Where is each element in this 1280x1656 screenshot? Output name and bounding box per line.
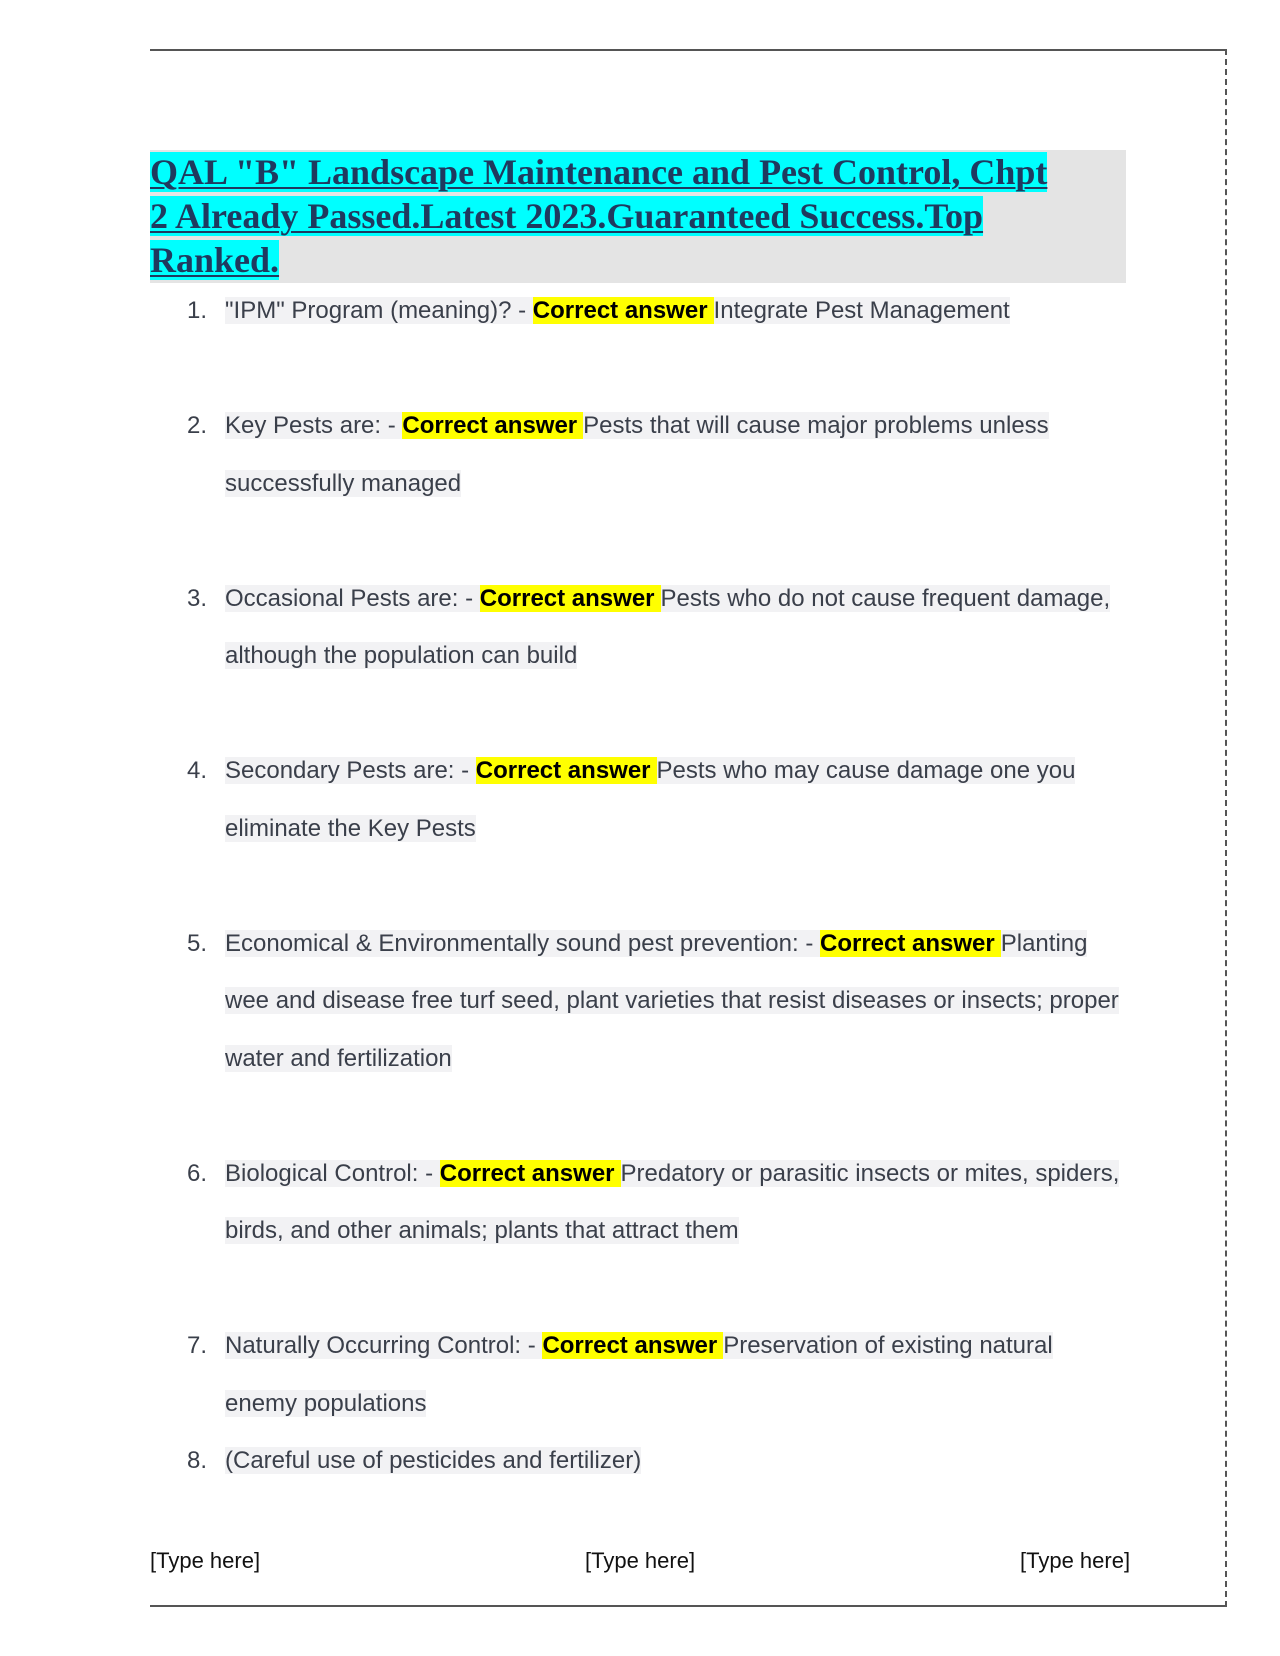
- page-top-rule: [150, 49, 1226, 51]
- item-question: Biological Control: -: [225, 1159, 440, 1187]
- qa-list: [150, 282, 1130, 1490]
- qa-item-6: [150, 1145, 1130, 1260]
- correct-answer-label: Correct answer: [476, 757, 657, 784]
- item-number: 8.: [187, 1447, 208, 1474]
- correct-answer-label: Correct answer: [820, 930, 1001, 957]
- item-number: 3.: [187, 584, 208, 612]
- footer-center-placeholder: [Type here]: [585, 1548, 696, 1573]
- item-number: 6.: [187, 1159, 208, 1187]
- item-number: 7.: [187, 1332, 208, 1359]
- item-number: 1.: [187, 297, 208, 324]
- item-answer: Pests who do not cause frequent damage, although the population can build: [225, 584, 1111, 669]
- qa-item-2: [150, 397, 1130, 512]
- qa-item-5: [150, 915, 1130, 1088]
- footer-right-placeholder: [Type here]: [1020, 1548, 1131, 1573]
- item-number: 5.: [187, 929, 208, 957]
- qa-item-1: [150, 282, 1130, 340]
- correct-answer-label: Correct answer: [542, 1332, 723, 1359]
- item-number: 4.: [187, 757, 208, 784]
- correct-answer-label: Correct answer: [480, 585, 661, 612]
- footer-left-placeholder: [Type here]: [150, 1548, 261, 1573]
- item-answer: Pests that will cause major problems unless successfully managed: [225, 412, 1049, 497]
- qa-item-4: [150, 742, 1130, 857]
- item-text: (Careful use of pesticides and fertilizer): [225, 1447, 642, 1474]
- item-answer: Predatory or parasitic insects or mites, spiders, birds, and other animals; plants that attract them: [225, 1159, 1120, 1244]
- item-question: Occasional Pests are: -: [225, 584, 480, 612]
- correct-answer-label: Correct answer: [402, 412, 583, 439]
- page-bottom-rule: [150, 1605, 1226, 1607]
- item-number: 2.: [187, 412, 208, 439]
- qa-item-7: [150, 1317, 1130, 1432]
- item-question: Key Pests are: -: [225, 412, 403, 439]
- correct-answer-label: Correct answer: [533, 297, 714, 324]
- qa-item-3: [150, 570, 1130, 685]
- item-answer: Preservation of existing natural enemy populations: [225, 1332, 1053, 1417]
- item-answer: Pests who may cause damage one you eliminate the Key Pests: [225, 757, 1076, 842]
- title-line-2: 2 Already Passed.Latest 2023.Guaranteed Success.Top: [150, 196, 984, 236]
- correct-answer-label: Correct answer: [440, 1160, 621, 1187]
- title-line-3: Ranked.: [150, 240, 280, 280]
- qa-item-8: [150, 1432, 1130, 1490]
- item-question: Naturally Occurring Control: -: [225, 1332, 543, 1359]
- page-right-dashed-rule: [1225, 49, 1227, 1607]
- item-question: "IPM" Program (meaning)? -: [225, 297, 533, 324]
- item-question: Secondary Pests are: -: [225, 757, 476, 784]
- title-line-1: QAL "B" Landscape Maintenance and Pest Control, Chpt: [150, 152, 1048, 192]
- document-title: [150, 150, 1130, 282]
- item-answer: Planting wee and disease free turf seed, plant varieties that resist diseases or insects; proper water and fertilization: [225, 929, 1119, 1072]
- item-question: Economical & Environmentally sound pest prevention: -: [225, 929, 820, 957]
- item-answer: Integrate Pest Management: [713, 297, 1010, 324]
